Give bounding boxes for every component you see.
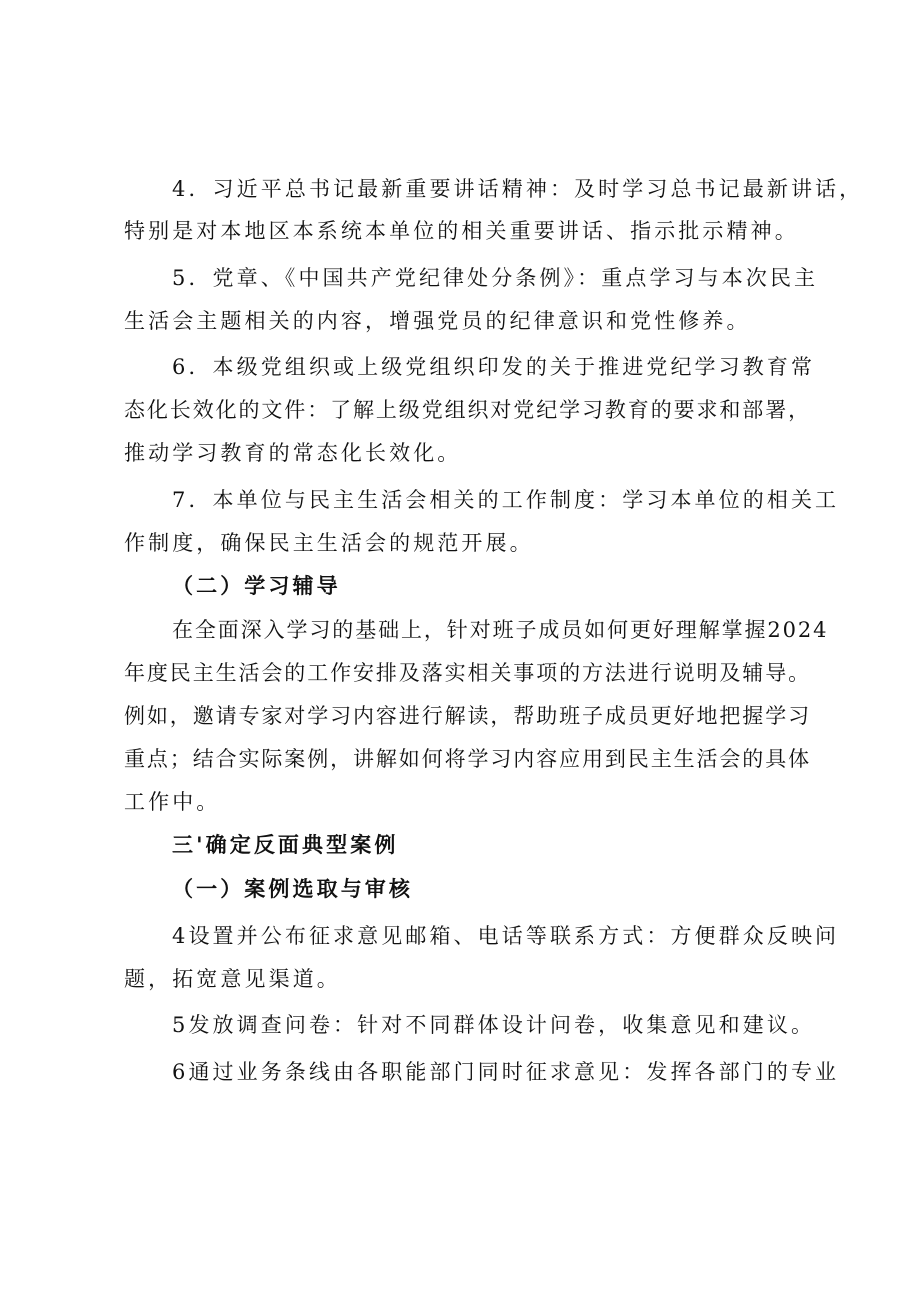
text-line: 7．本单位与民主生活会相关的工作制度：学习本单位的相关工	[172, 488, 840, 512]
paragraph-case-item-6	[0, 1057, 920, 1087]
text-line: 4．习近平总书记最新重要讲话精神：及时学习总书记最新讲话，	[172, 177, 864, 201]
text-line: 5．党章、《中国共产党纪律处分条例》：重点学习与本次民主	[172, 266, 819, 290]
text-line: 年度民主生活会的工作安排及落实相关事项的方法进行说明及辅导。	[124, 661, 811, 685]
section-heading-study-guidance	[0, 571, 920, 601]
paragraph-case-item-5	[0, 1010, 920, 1040]
paragraph-case-item-4	[0, 921, 920, 951]
text-line: 推动学习教育的常态化长效化。	[124, 441, 462, 465]
text-line: 态化长效化的文件：了解上级党组织对党纪学习教育的要求和部署，	[124, 398, 811, 422]
text-line: 工作中。	[124, 790, 221, 814]
paragraph-study-guidance-cont	[0, 658, 920, 688]
section-heading-negative-cases	[0, 830, 920, 860]
paragraph-item-6-cont	[0, 438, 920, 468]
paragraph-item-6	[0, 352, 920, 382]
paragraph-study-guidance-cont	[0, 787, 920, 817]
paragraph-item-7	[0, 485, 920, 515]
text-line: 题，拓宽意见渠道。	[124, 967, 341, 991]
text-line: 6通过业务条线由各职能部门同时征求意见：发挥各部门的专业	[172, 1060, 840, 1084]
subsection-heading-case-selection	[0, 874, 920, 904]
heading-text: （二）学习辅导	[172, 573, 341, 598]
heading-text: 三'确定反面典型案例	[172, 832, 399, 857]
paragraph-case-item-4-cont	[0, 964, 920, 994]
paragraph-study-guidance	[0, 615, 920, 645]
paragraph-item-4-cont	[0, 216, 920, 246]
paragraph-item-6-cont	[0, 395, 920, 425]
paragraph-item-5	[0, 263, 920, 293]
paragraph-item-7-cont	[0, 528, 920, 558]
text-line: 6．本级党组织或上级党组织印发的关于推进党纪学习教育常	[172, 355, 816, 379]
text-line: 特别是对本地区本系统本单位的相关重要讲话、指示批示精神。	[124, 219, 799, 243]
text-line: 重点；结合实际案例，讲解如何将学习内容应用到民主生活会的具体	[124, 747, 811, 771]
text-line: 4设置并公布征求意见邮箱、电话等联系方式：方便群众反映问	[172, 924, 840, 948]
text-line: 例如，邀请专家对学习内容进行解读，帮助班子成员更好地把握学习	[124, 704, 811, 728]
paragraph-study-guidance-cont	[0, 744, 920, 774]
text-line: 作制度，确保民主生活会的规范开展。	[124, 531, 534, 555]
paragraph-study-guidance-cont	[0, 701, 920, 731]
heading-text: （一）案例选取与审核	[172, 876, 413, 901]
paragraph-item-4	[0, 174, 920, 204]
text-line: 在全面深入学习的基础上，针对班子成员如何更好理解掌握2024	[172, 618, 829, 642]
text-line: 生活会主题相关的内容，增强党员的纪律意识和党性修养。	[124, 309, 751, 333]
paragraph-item-5-cont	[0, 306, 920, 336]
text-line: 5发放调查问卷：针对不同群体设计问卷，收集意见和建议。	[172, 1013, 816, 1037]
